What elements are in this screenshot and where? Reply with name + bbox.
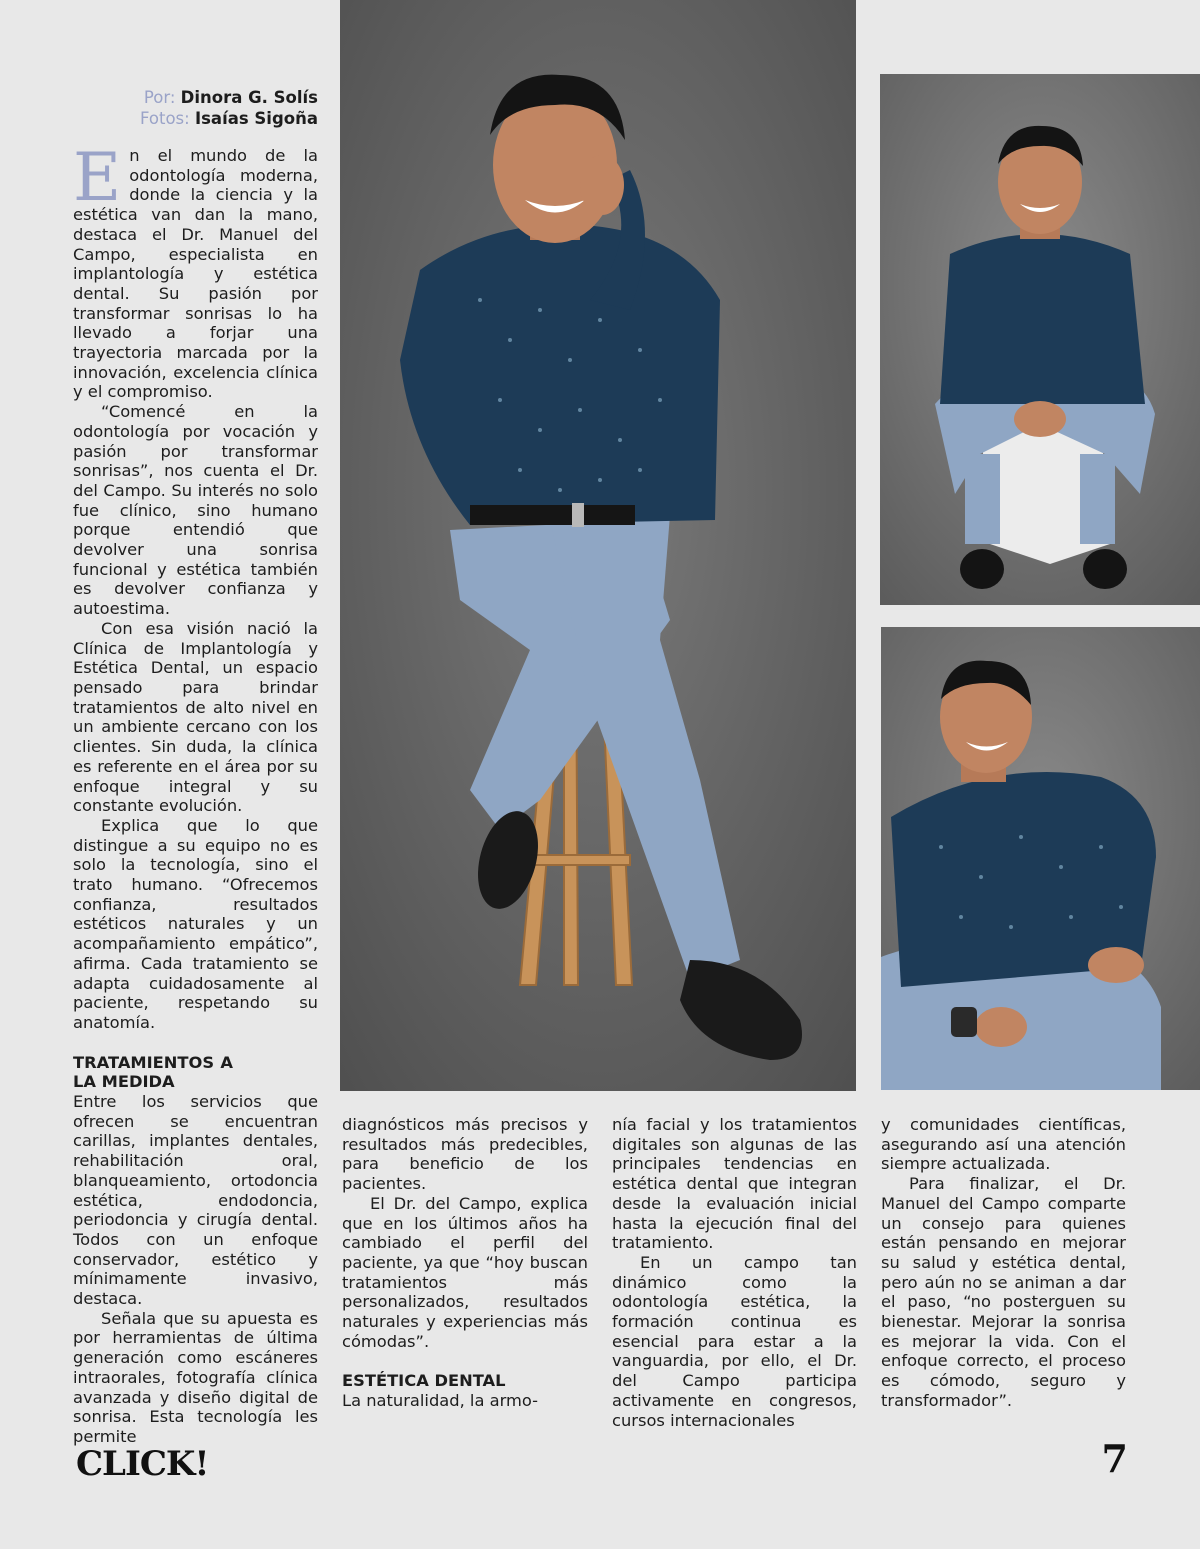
secondary-photo-bottom [881,627,1200,1090]
section-heading: TRATAMIENTOS A LA MEDIDA [73,1052,233,1092]
secondary-photo-top [880,74,1200,605]
author-label: Por: [143,88,176,107]
portrait-illustration-closeup [881,627,1200,1090]
portrait-illustration-seated [880,74,1200,605]
paragraph: Explica que lo que distingue a su equipo no es solo la tecnología, sino el trato humano. “Ofrecemos confianza, resultados estéticos naturales y un acompañamiento empático”, afirma. Cada tratamiento se adapta cuidadosamente al paciente, respetando su anatomía. [73,815,318,1032]
page-number: 7 [1101,1436,1128,1481]
author-name: Dinora G. Solís [180,88,318,107]
paragraph: nía facial y los tratamientos digitales son algunas de las principales tendencias en estética dental que integran desde la evaluación inicial hasta la ejecución final del tratamiento. [612,1115,857,1253]
paragraph: “Comencé en la odontología por vocación y pasión por transformar sonrisas”, nos cuenta el Dr. del Campo. Su interés no solo fue clínico, sino humano porque entendió que devolver una sonrisa funcional y estética también es devolver confianza y autoestima. [73,402,318,619]
drop-cap: E [73,139,122,216]
photographer-name: Isaías Sigoña [194,109,318,128]
paragraph: En un campo tan dinámico como la odontología estética, la formación continua es esencial para estar a la vanguardia, por ello, el Dr. del Campo participa activamente en congresos, cursos internacionales [612,1252,857,1430]
paragraph: Para finalizar, el Dr. Manuel del Campo comparte un consejo para quienes están pensando en mejorar su salud y estética dental, pero aún no se animan a dar el paso, “no posterguen su bienestar. Mejorar la sonrisa es mejorar la vida. Con el enfoque correcto, el proceso es cómodo, seguro y transformador”. [881,1174,1126,1410]
article-column-1 [73,139,318,1447]
article-column-2 [342,1115,588,1411]
paragraph: y comunidades científicas, asegurando así una atención siempre actualizada. [881,1115,1126,1174]
article-column-4 [881,1115,1126,1411]
paragraph: Entre los servicios que ofrecen se encuentran carillas, implantes dentales, rehabilitación oral, blanqueamiento, ortodoncia estética, endodoncia, periodoncia y cirugía dental. Todos con un enfoque conservador, estético y mínimamente invasivo, destaca. [73,1092,318,1309]
paragraph: La naturalidad, la armo- [342,1391,538,1411]
paragraph: diagnósticos más precisos y resultados más predecibles, para beneficio de los pacientes. [342,1115,588,1194]
byline [140,87,318,129]
paragraph: Con esa visión nació la Clínica de Implantología y Estética Dental, un espacio pensado para brindar tratamientos de alto nivel en un ambiente cercano con los clientes. Sin duda, la clínica es referente en el área por su enfoque integral y su constante evolución. [73,618,318,816]
photographer-line [140,108,318,129]
paragraph: El Dr. del Campo, explica que en los últimos años ha cambiado el perfil del paciente, ya que “hoy buscan tratamientos más personalizados, resultados naturales y experiencias más cómodas”. [342,1193,588,1351]
photos-label: Fotos: [140,109,190,128]
paragraph: En el mundo de la odontología moderna, donde la ciencia y la estética van dan la mano, destaca el Dr. Manuel del Campo, especialista en implantología y estética dental. Su pasión por transformar sonrisas lo ha llevado a forjar una trayectoria marcada por la innovación, excelencia clínica y el compromiso. [73,139,318,402]
author-line [140,87,318,108]
paragraph: Señala que su apuesta es por herramientas de última generación como escáneres intraorales, fotografía clínica avanzada y diseño digital de sonrisa. Esta tecnología les permite [73,1308,318,1446]
article-column-3 [612,1115,857,1430]
main-portrait-photo [340,0,856,1091]
magazine-logo: CLICK! [76,1444,209,1484]
section-heading: ESTÉTICA DENTAL [342,1371,506,1391]
portrait-illustration [340,0,856,1091]
